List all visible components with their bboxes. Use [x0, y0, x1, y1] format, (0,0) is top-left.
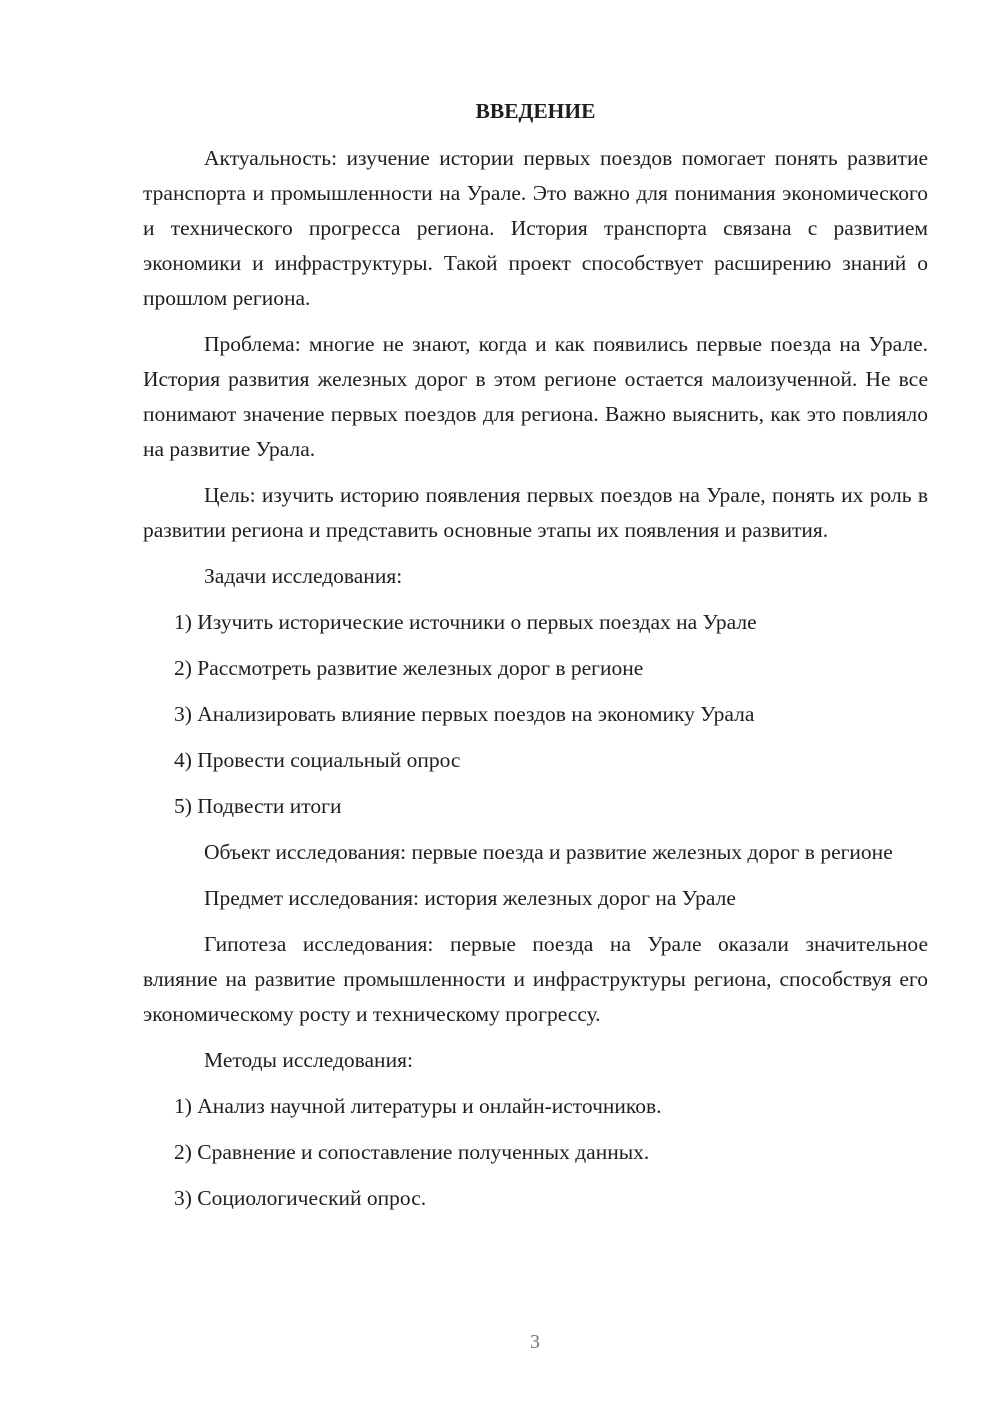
method-item: 1) Анализ научной литературы и онлайн-источников. [174, 1094, 662, 1118]
relevance-paragraph: Актуальность: изучение истории первых поездов помогает понять развитие транспорта и промышленности на Урале. Это важно для понимания экономического и технического прогресса региона. История транспорта связана с развитием экономики и инфраструктуры. Такой проект способствует расширению знаний о прошлом региона. [143, 146, 928, 310]
task-item: 4) Провести социальный опрос [174, 748, 461, 772]
method-item: 2) Сравнение и сопоставление полученных данных. [174, 1140, 650, 1164]
problem-paragraph: Проблема: многие не знают, когда и как появились первые поезда на Урале. История развития железных дорог в этом регионе остается малоизученной. Не все понимают значение первых поездов для региона. Важно выяснить, как это повлияло на развитие Урала. [143, 332, 928, 461]
tasks-list [143, 605, 928, 824]
object-paragraph: Объект исследования: первые поезда и развитие железных дорог в регионе [204, 840, 893, 864]
hypothesis-paragraph: Гипотеза исследования: первые поезда на Урале оказали значительное влияние на развитие промышленности и инфраструктуры региона, способствуя его экономическому росту и техническому прогрессу. [143, 932, 928, 1026]
task-item: 3) Анализировать влияние первых поездов на экономику Урала [174, 702, 755, 726]
methods-heading: Методы исследования: [204, 1048, 413, 1072]
task-item: 2) Рассмотреть развитие железных дорог в регионе [174, 656, 644, 680]
task-item: 1) Изучить исторические источники о первых поездах на Урале [174, 610, 757, 634]
methods-list [143, 1089, 928, 1216]
page-title: ВВЕДЕНИЕ [475, 99, 596, 123]
tasks-heading: Задачи исследования: [204, 564, 403, 588]
method-item: 3) Социологический опрос. [174, 1186, 427, 1210]
subject-paragraph: Предмет исследования: история железных дорог на Урале [204, 886, 736, 910]
goal-paragraph: Цель: изучить историю появления первых поездов на Урале, понять их роль в развитии региона и представить основные этапы их появления и развития. [143, 483, 928, 542]
page-number: 3 [530, 1331, 540, 1353]
task-item: 5) Подвести итоги [174, 794, 342, 818]
document-page [143, 94, 928, 1227]
